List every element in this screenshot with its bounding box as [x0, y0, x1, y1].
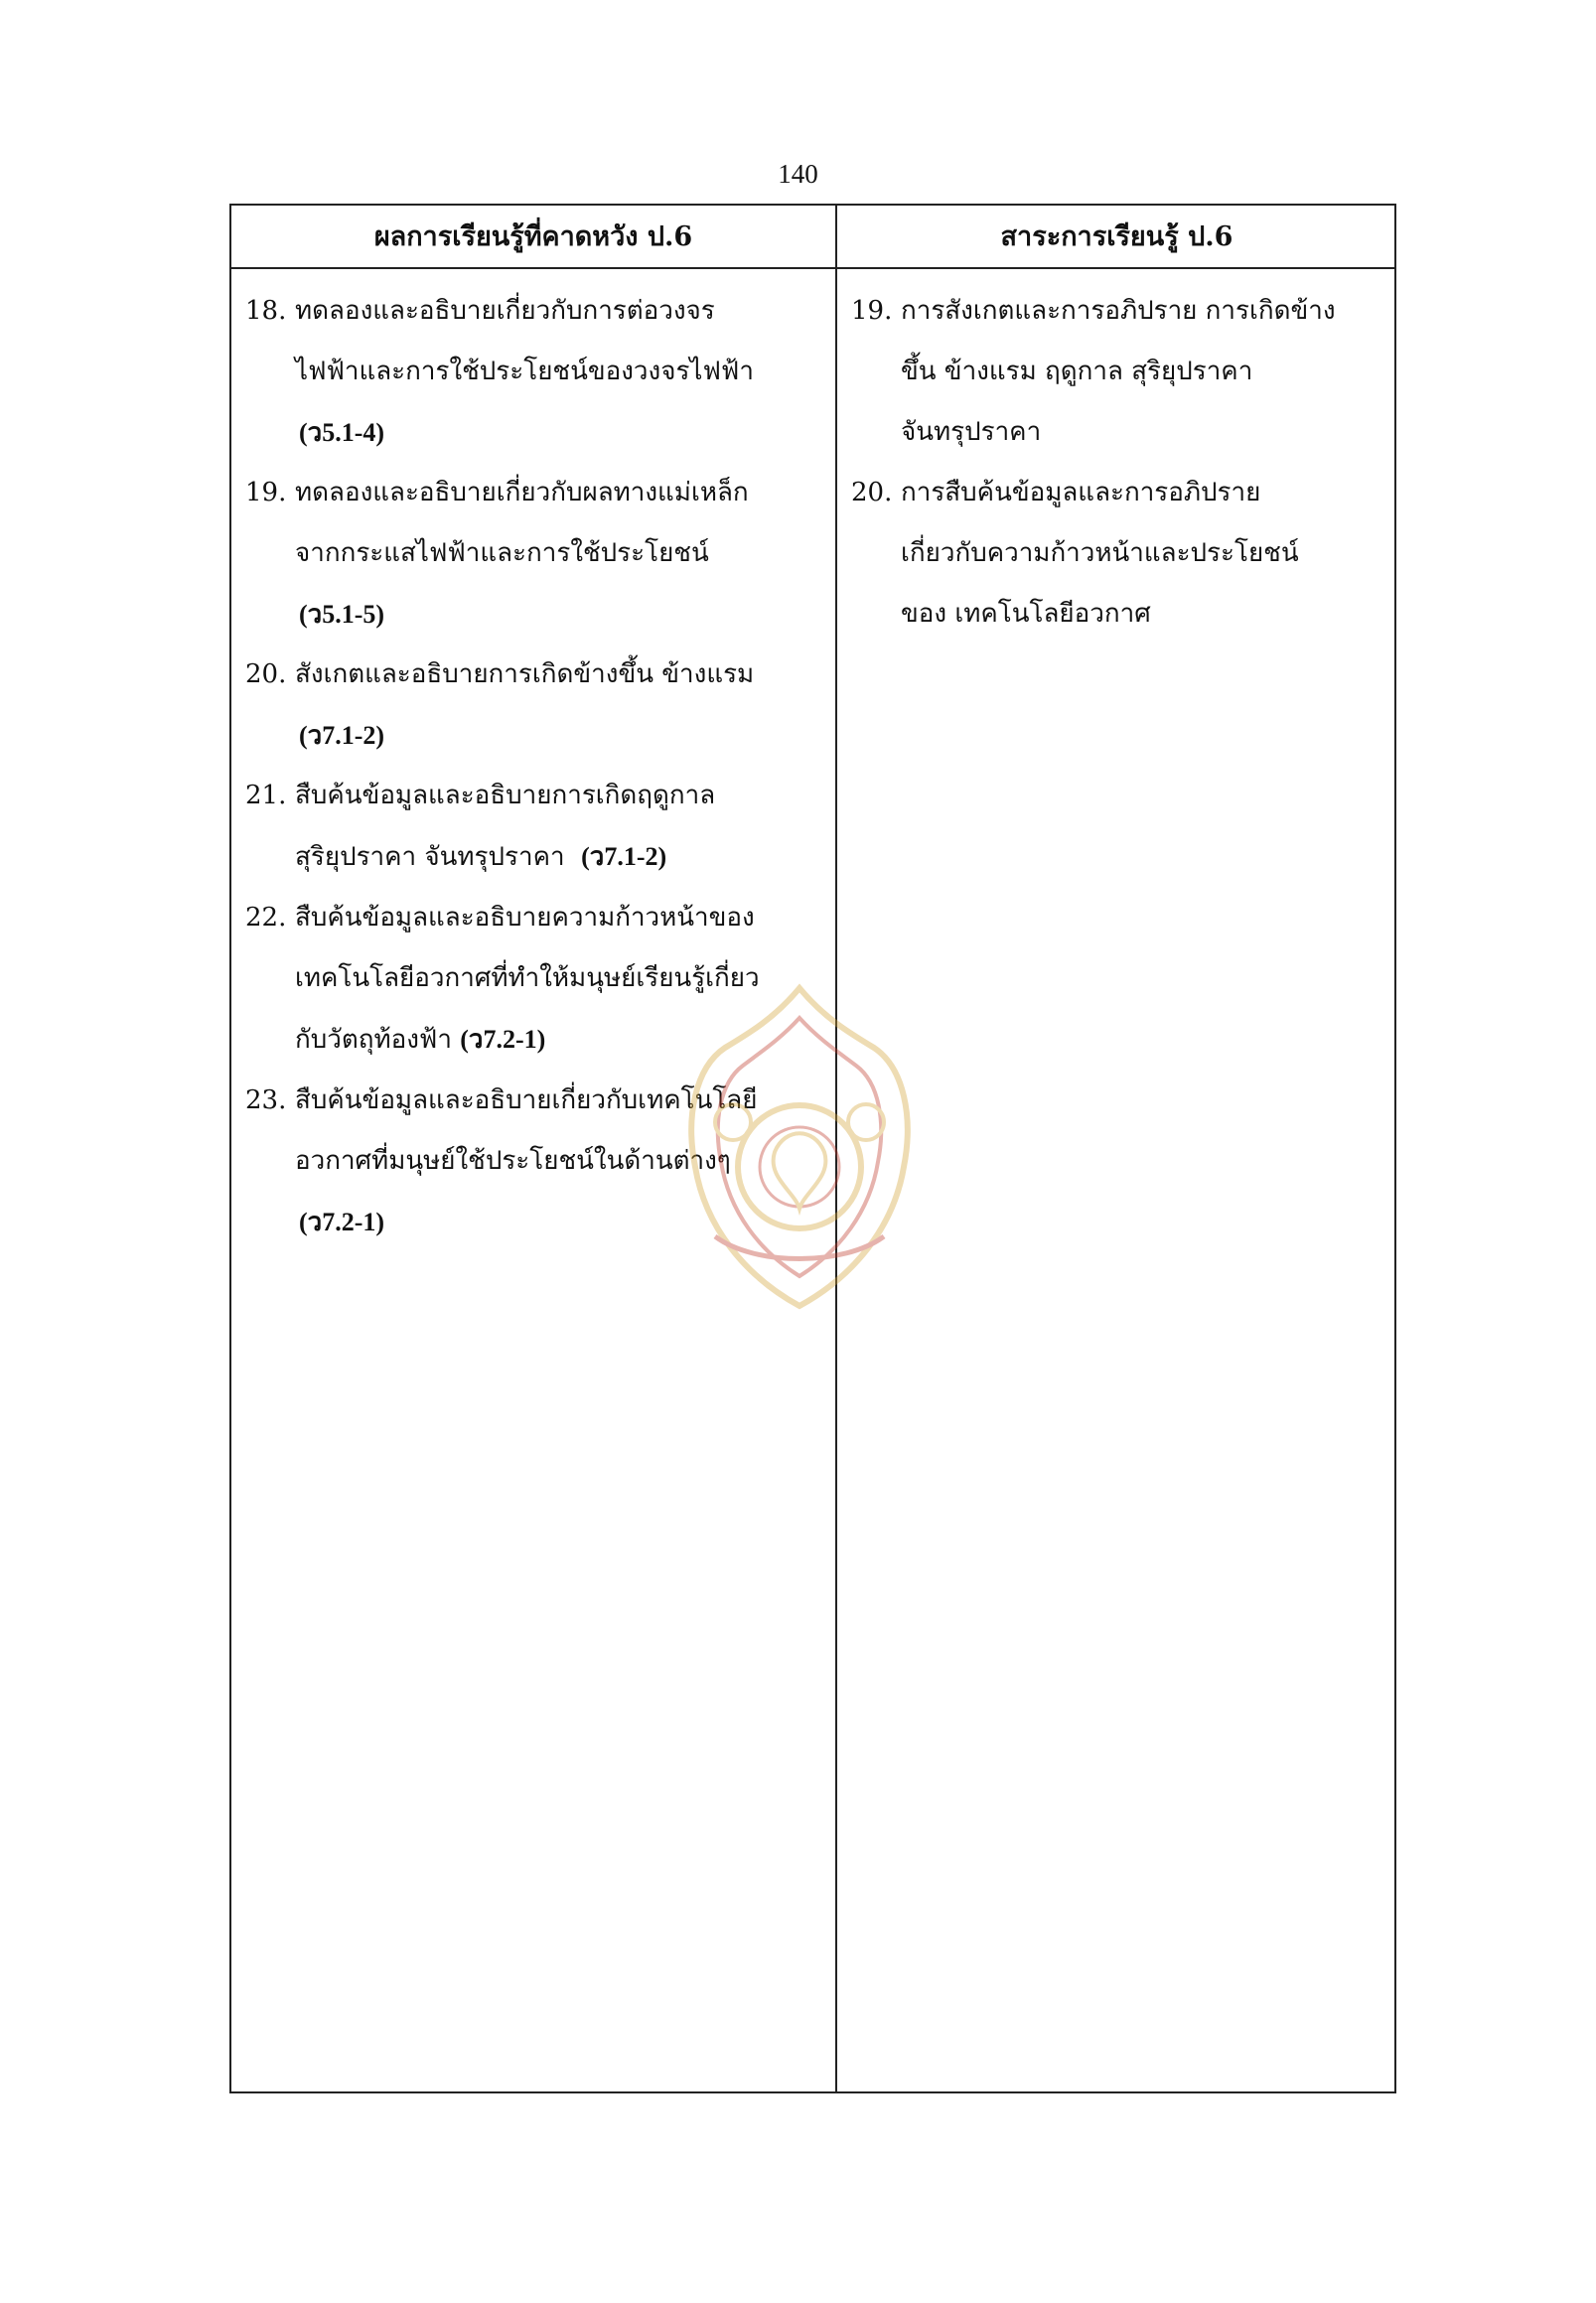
item-number: 21. [245, 781, 287, 810]
item-number: 18. [245, 296, 287, 326]
list-item [245, 766, 829, 888]
indicator-code: (ว7.2-1) [460, 1025, 546, 1054]
item-text: ขึ้น ข้างแรม ฤดูกาล สุริยุปราคา [901, 357, 1253, 386]
item-number: 22. [245, 903, 287, 933]
right-column-body [851, 281, 1392, 645]
item-text: สืบค้นข้อมูลและอธิบายการเกิดฤดูกาล [295, 781, 716, 810]
item-number: 19. [851, 296, 893, 326]
item-text: ไฟฟ้าและการใช้ประโยชน์ของวงจรไฟฟ้า [295, 357, 754, 386]
column-divider [835, 206, 837, 2091]
item-text-with-code [295, 1009, 829, 1071]
item-text: สืบค้นข้อมูลและอธิบายเกี่ยวกับเทคโนโลยี [295, 1085, 758, 1115]
item-number: 23. [245, 1085, 287, 1115]
item-text: ทดลองและอธิบายเกี่ยวกับการต่อวงจร [295, 296, 715, 326]
item-number: 20. [851, 478, 893, 507]
item-number: 20. [245, 659, 287, 689]
item-text: การสืบค้นข้อมูลและการอภิปราย [901, 478, 1261, 507]
list-item [245, 1071, 829, 1252]
indicator-code: (ว7.1-2) [581, 842, 667, 871]
indicator-code: (ว7.2-1) [299, 1208, 385, 1236]
item-text: สังเกตและอธิบายการเกิดข้างขึ้น ข้างแรม [295, 659, 755, 689]
curriculum-table [229, 204, 1396, 2093]
item-text: จากกระแสไฟฟ้าและการใช้ประโยชน์ [295, 538, 709, 568]
item-text: กับวัตถุท้องฟ้า [295, 1025, 452, 1055]
list-item [245, 463, 829, 645]
item-text-with-code [295, 826, 829, 888]
item-text: ของ เทคโนโลยีอวกาศ [901, 599, 1151, 629]
indicator-code: (ว7.1-2) [299, 721, 385, 750]
right-column-header: สาระการเรียนรู้ ป.6 [1000, 221, 1233, 252]
left-column-header: ผลการเรียนรู้ที่คาดหวัง ป.6 [373, 221, 693, 252]
list-item [851, 463, 1392, 645]
header-divider [231, 267, 1394, 269]
indicator-code: (ว5.1-4) [299, 418, 385, 447]
item-text: สุริยุปราคา จันทรุปราคา [295, 842, 565, 872]
item-number: 19. [245, 478, 287, 507]
item-text: จันทรุปราคา [901, 417, 1042, 447]
item-text: อวกาศที่มนุษย์ใช้ประโยชน์ในด้านต่างๆ [295, 1146, 731, 1176]
item-text: สืบค้นข้อมูลและอธิบายความก้าวหน้าของ [295, 903, 755, 933]
item-text: ทดลองและอธิบายเกี่ยวกับผลทางแม่เหล็ก [295, 478, 749, 507]
list-item [245, 888, 829, 1071]
list-item [245, 645, 829, 766]
item-text: การสังเกตและการอภิปราย การเกิดข้าง [901, 296, 1336, 326]
item-text: เกี่ยวกับความก้าวหน้าและประโยชน์ [901, 538, 1299, 568]
item-text: เทคโนโลยีอวกาศที่ทำให้มนุษย์เรียนรู้เกี่ยว [295, 963, 760, 993]
left-column-body [245, 281, 829, 1252]
list-item [245, 281, 829, 463]
page-number: 140 [778, 159, 818, 189]
indicator-code: (ว5.1-5) [299, 600, 385, 629]
list-item [851, 281, 1392, 463]
